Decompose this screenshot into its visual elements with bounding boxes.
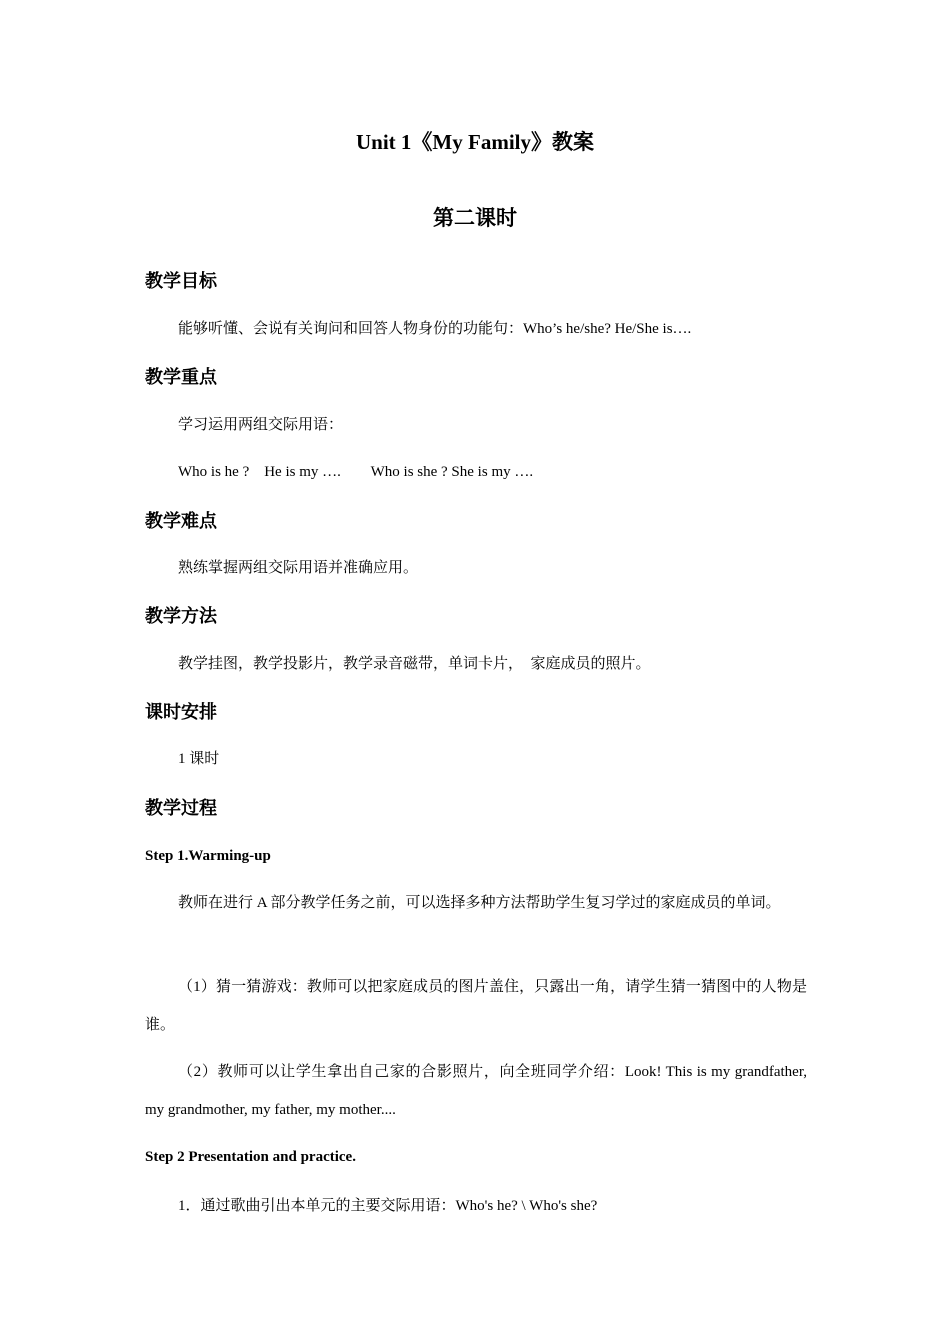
key-points-line2: Who is he ? He is my …. Who is she ? She is my …. <box>178 464 534 480</box>
document-title: Unit 1《My Family》教案 <box>356 130 594 154</box>
difficulties-text: 熟练掌握两组交际用语并准确应用。 <box>178 560 419 576</box>
goals-heading: 教学目标 <box>145 271 217 291</box>
schedule-heading: 课时安排 <box>145 702 217 722</box>
key-points-heading: 教学重点 <box>145 367 217 387</box>
step1-title: Step 1.Warming-up <box>145 848 271 864</box>
methods-heading: 教学方法 <box>145 606 217 626</box>
difficulties-heading: 教学难点 <box>145 511 217 531</box>
key-points-line1: 学习运用两组交际用语： <box>178 417 344 433</box>
step1-paragraph-3: （2）教师可以让学生拿出自己家的合影照片，向全班同学介绍：Look! This is my grandfather, my grandmother, my father, my mother.... <box>145 1064 807 1118</box>
step1-paragraph-1: 教师在进行 A 部分教学任务之前，可以选择多种方法帮助学生复习学过的家庭成员的单词。 <box>178 895 781 911</box>
step2-item-1: 1．通过歌曲引出本单元的主要交际用语：Who's he? \ Who's she? <box>178 1198 598 1214</box>
document-subtitle: 第二课时 <box>433 206 517 230</box>
schedule-text: 1 课时 <box>178 751 220 767</box>
goals-text: 能够听懂、会说有关询问和回答人物身份的功能句：Who’s he/she? He/She is…. <box>178 321 692 337</box>
step1-paragraph-2: （1）猜一猜游戏：教师可以把家庭成员的图片盖住，只露出一角，请学生猜一猜图中的人物是谁。 <box>145 979 807 1033</box>
process-heading: 教学过程 <box>145 798 217 818</box>
step2-title: Step 2 Presentation and practice. <box>145 1149 356 1165</box>
methods-text: 教学挂图，教学投影片，教学录音磁带，单词卡片， 家庭成员的照片。 <box>178 656 651 672</box>
